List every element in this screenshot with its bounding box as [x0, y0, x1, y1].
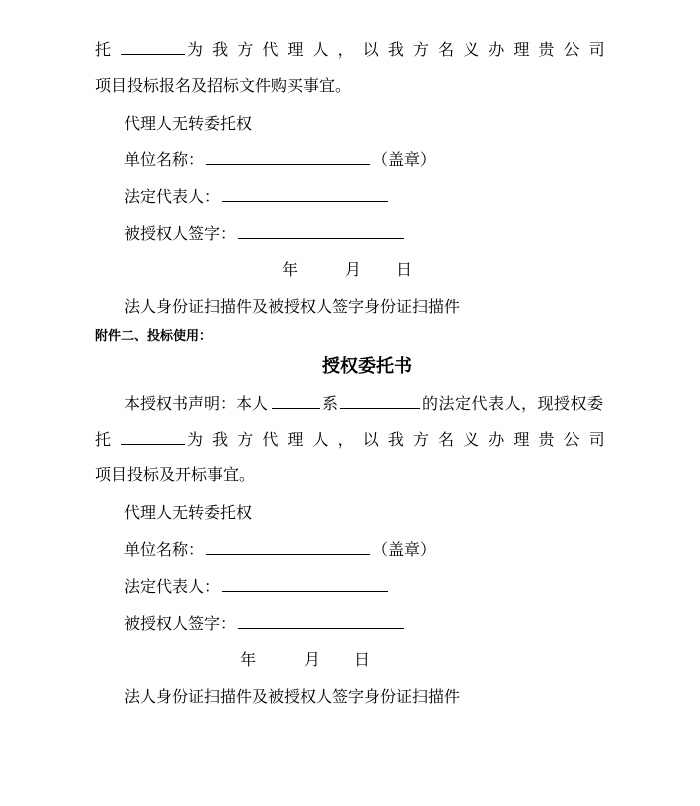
company-name-blank [340, 394, 420, 409]
legal-representative-line [124, 187, 388, 207]
no-subdelegation-text: 代理人无转委托权 [124, 503, 253, 522]
delegate-prefix: 托 [95, 430, 112, 449]
legal-representative-label: 法定代表人： [124, 187, 221, 206]
delegate-line [95, 430, 614, 450]
unit-name-line [124, 150, 436, 170]
attachments-line [124, 687, 460, 707]
delegate-text: 为我方代理人，以我方名义办理贵公司 [187, 430, 614, 449]
date-month: 月 [304, 650, 321, 669]
agent-name-blank [121, 430, 185, 445]
no-subdelegation-text: 代理人无转委托权 [124, 114, 253, 133]
document-title: 授权委托书 [322, 356, 412, 377]
matter-text: 项目投标报名及招标文件购买事宜。 [95, 76, 352, 95]
date-year: 年 [282, 260, 299, 279]
date-line [282, 260, 412, 280]
legal-representative-line [124, 577, 388, 597]
authorized-signature-label: 被授权人签字： [124, 224, 237, 243]
unit-name-label: 单位名称： [124, 150, 205, 169]
legal-representative-blank [222, 577, 388, 592]
date-year: 年 [240, 650, 257, 669]
seal-note: （盖章） [372, 150, 437, 169]
authorized-signature-label: 被授权人签字： [124, 614, 237, 633]
authorized-signature-blank [238, 614, 404, 629]
date-month: 月 [345, 260, 362, 279]
date-day: 日 [396, 260, 413, 279]
authorized-signature-blank [238, 224, 404, 239]
authorized-signature-line [124, 224, 404, 244]
attachments-text: 法人身份证扫描件及被授权人签字身份证扫描件 [124, 297, 461, 316]
legal-representative-blank [222, 187, 388, 202]
delegate-prefix: 托 [95, 40, 112, 59]
legal-representative-label: 法定代表人： [124, 577, 221, 596]
attachments-text: 法人身份证扫描件及被授权人签字身份证扫描件 [124, 687, 461, 706]
matter-line [95, 465, 255, 485]
seal-note: （盖章） [372, 540, 437, 559]
no-subdelegation-line [124, 114, 252, 134]
unit-name-blank [206, 150, 370, 165]
unit-name-label: 单位名称： [124, 540, 205, 559]
statement-line [124, 394, 604, 414]
statement-connector: 系 [322, 394, 339, 413]
date-day: 日 [354, 650, 371, 669]
delegate-line [95, 40, 614, 60]
authorized-signature-line [124, 614, 404, 634]
agent-name-blank [121, 40, 185, 55]
date-line [240, 650, 370, 670]
unit-name-line [124, 540, 436, 560]
unit-name-blank [206, 540, 370, 555]
attachments-line [124, 297, 460, 317]
no-subdelegation-line [124, 503, 252, 523]
matter-text: 项目投标及开标事宜。 [95, 465, 256, 484]
statement-tail: 的法定代表人，现授权委 [422, 394, 604, 413]
annex-heading: 附件二、投标使用： [95, 329, 213, 344]
representative-name-blank [272, 394, 320, 409]
delegate-text: 为我方代理人，以我方名义办理贵公司 [187, 40, 614, 59]
matter-line [95, 76, 351, 96]
statement-intro: 本授权书声明：本人 [124, 394, 269, 413]
